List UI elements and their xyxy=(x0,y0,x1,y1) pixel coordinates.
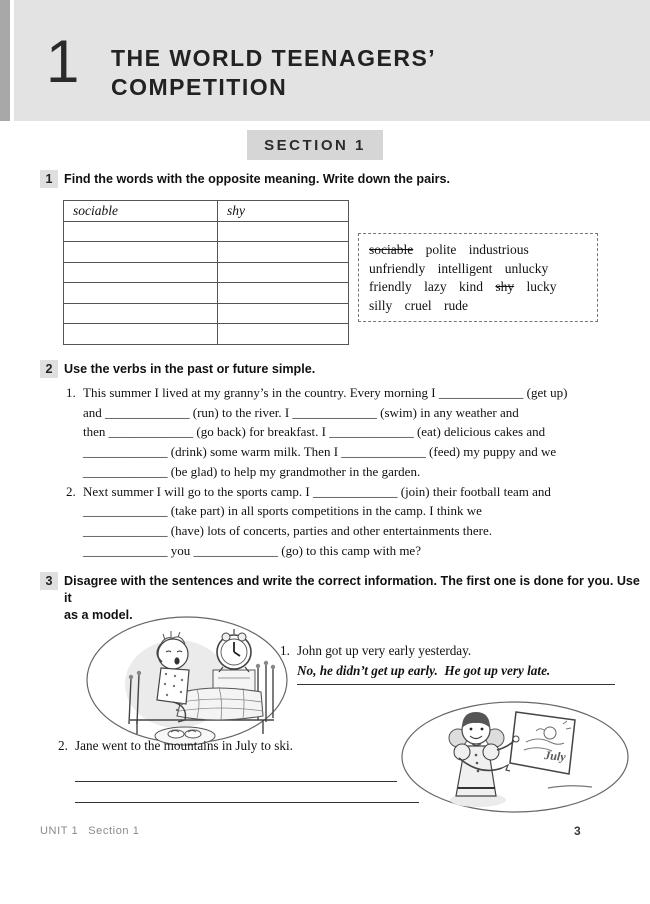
table-row xyxy=(64,262,349,283)
word-struck: shy xyxy=(495,279,515,294)
word-bank-line: silly cruel rude xyxy=(369,297,468,313)
fill-line: 1. This summer I lived at my granny’s in the country. Every morning I _____________ (get up) xyxy=(66,383,567,403)
exercise-2-badge: 2 xyxy=(40,360,58,378)
calendar-month-label: July xyxy=(543,748,567,764)
footer xyxy=(40,825,140,837)
exercise-3-instruction: Disagree with the sentences and write the correct information. The first one is done for you. Use it as a model. xyxy=(64,574,640,622)
fill-line: then _____________ (go back) for breakfast. I _____________ (eat) delicious cakes and xyxy=(83,424,546,440)
section-banner: SECTION 1 xyxy=(247,130,383,160)
sentence: 1. John got up very early yesterday. xyxy=(280,641,615,661)
word-bank-line: sociable polite industrious xyxy=(369,242,529,257)
fill-line: _____________ (take part) in all sports competitions in the camp. I think we xyxy=(83,503,482,519)
fill-line: and _____________ (run) to the river. I _____________ (swim) in any weather and xyxy=(83,404,519,420)
table-row xyxy=(64,324,349,345)
exercise-2-instruction: Use the verbs in the past or future simple. xyxy=(64,362,316,376)
fill-line: _____________ (be glad) to help my grandmother in the garden. xyxy=(83,463,421,479)
footer-unit: UNIT 1 xyxy=(40,825,79,837)
model-answer: No, he didn’t get up early. He got up very late. xyxy=(297,661,615,685)
opposites-table xyxy=(63,200,349,345)
fill-line: 2. Next summer I will go to the sports camp. I _____________ (join) their football team and xyxy=(66,482,567,502)
word-struck: sociable xyxy=(369,242,414,257)
unit-title-line1: THE WORLD TEENAGERS’ xyxy=(111,45,437,71)
exercise-3-item-1 xyxy=(280,641,615,685)
girl-calendar-illustration xyxy=(398,700,633,815)
table-row xyxy=(64,201,349,222)
table-cell-left: sociable xyxy=(64,201,218,222)
table-row xyxy=(64,283,349,304)
unit-header xyxy=(14,0,650,121)
word-bank-line: unfriendly intelligent unlucky xyxy=(369,260,549,276)
unit-title xyxy=(111,44,436,102)
table-row xyxy=(64,242,349,263)
exercise-1-instruction: Find the words with the opposite meaning. Write down the pairs. xyxy=(64,172,450,186)
left-edge-strip xyxy=(0,0,10,121)
exercise-1-badge: 1 xyxy=(40,170,58,188)
item-number: 2. xyxy=(58,738,68,753)
fill-in-text xyxy=(66,383,567,560)
answer-line xyxy=(75,781,397,782)
word-bank xyxy=(358,233,598,322)
item-number: 2. xyxy=(66,483,76,499)
boy-waking-illustration xyxy=(85,612,290,752)
page-number: 3 xyxy=(574,824,581,838)
fill-line: _____________ (drink) some warm milk. Then I _____________ (feed) my puppy and we xyxy=(83,444,557,460)
item-number: 1. xyxy=(66,385,76,400)
table-cell-right: shy xyxy=(218,201,349,222)
table-row xyxy=(64,303,349,324)
word-bank-line: friendly lazy kind shy lucky xyxy=(369,279,557,294)
table-row xyxy=(64,221,349,242)
fill-line: _____________ (have) lots of concerts, parties and other entertainments there. xyxy=(83,522,493,538)
exercise-3-badge: 3 xyxy=(40,572,58,590)
footer-section: Section 1 xyxy=(88,825,140,837)
unit-number: 1 xyxy=(46,28,80,95)
exercise-3-item-2: 2. Jane went to the mountains in July to ski. xyxy=(58,738,293,753)
item-number: 1. xyxy=(280,643,290,658)
answer-line xyxy=(75,802,419,803)
fill-line: _____________ you _____________ (go) to this camp with me? xyxy=(83,542,421,558)
unit-title-line2: COMPETITION xyxy=(111,74,288,100)
